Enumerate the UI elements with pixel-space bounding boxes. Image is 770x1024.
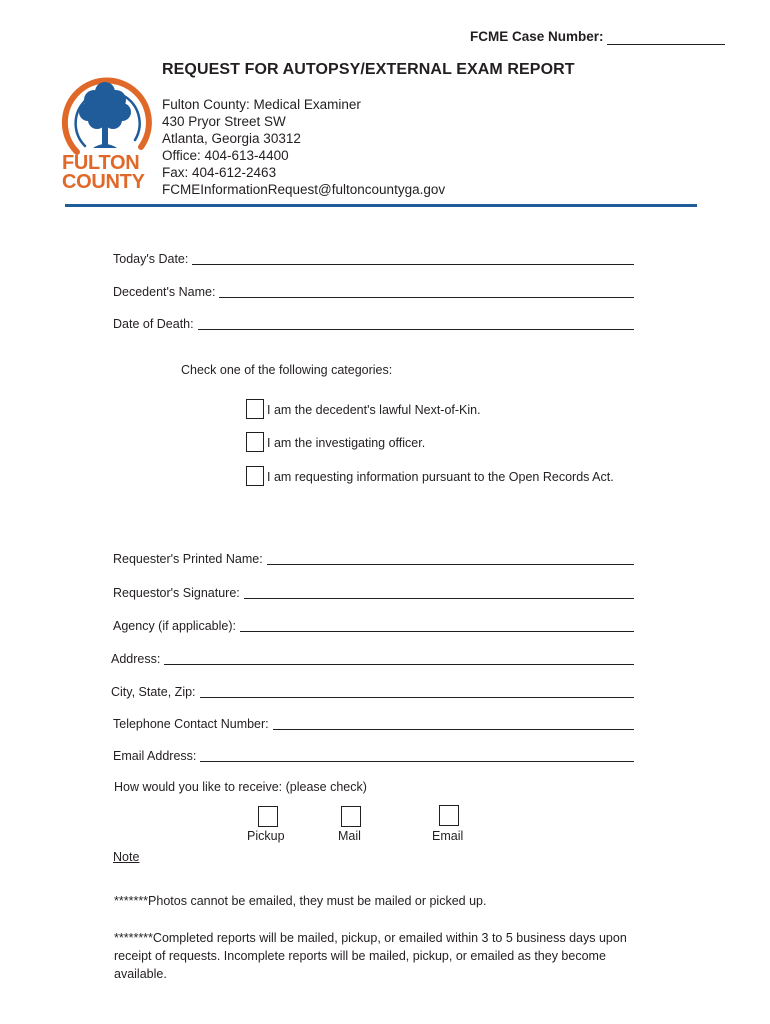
todays-date-field bbox=[113, 251, 634, 267]
signature-field bbox=[113, 585, 634, 601]
address-label: Address: bbox=[111, 652, 161, 666]
investigating-officer-label: I am the investigating officer. bbox=[267, 436, 426, 450]
logo-text-fulton: FULTON bbox=[62, 152, 140, 174]
date-of-death-label: Date of Death: bbox=[113, 317, 194, 331]
open-records-label: I am requesting information pursuant to the Open Records Act. bbox=[267, 470, 614, 484]
email-input[interactable] bbox=[200, 761, 634, 762]
agency-label: Agency (if applicable): bbox=[113, 619, 236, 633]
open-records-checkbox[interactable] bbox=[246, 466, 264, 486]
mail-checkbox[interactable] bbox=[341, 806, 361, 827]
note-heading: Note bbox=[113, 850, 140, 864]
date-of-death-field bbox=[113, 316, 634, 332]
city-state-zip-label: City, State, Zip: bbox=[111, 685, 196, 699]
date-of-death-input[interactable] bbox=[198, 329, 634, 330]
next-of-kin-label: I am the decedent's lawful Next-of-Kin. bbox=[267, 403, 481, 417]
todays-date-label: Today's Date: bbox=[113, 252, 189, 266]
phone-field bbox=[113, 716, 634, 732]
city-address: Atlanta, Georgia 30312 bbox=[162, 131, 301, 146]
decedent-name-input[interactable] bbox=[219, 297, 634, 298]
next-of-kin-checkbox[interactable] bbox=[246, 399, 264, 419]
header-divider bbox=[65, 204, 697, 207]
logo-text-county: COUNTY bbox=[62, 171, 145, 193]
office-phone: Office: 404-613-4400 bbox=[162, 148, 289, 163]
receive-prompt: How would you like to receive: (please check) bbox=[114, 780, 367, 794]
investigating-officer-checkbox[interactable] bbox=[246, 432, 264, 452]
street-address: 430 Pryor Street SW bbox=[162, 114, 286, 129]
todays-date-input[interactable] bbox=[192, 264, 634, 265]
email-field bbox=[113, 748, 634, 764]
fax-number: Fax: 404-612-2463 bbox=[162, 165, 277, 180]
requester-name-input[interactable] bbox=[267, 564, 634, 565]
city-state-zip-field bbox=[111, 684, 634, 700]
address-input[interactable] bbox=[164, 664, 634, 665]
pickup-checkbox[interactable] bbox=[258, 806, 278, 827]
phone-label: Telephone Contact Number: bbox=[113, 717, 269, 731]
decedent-name-label: Decedent's Name: bbox=[113, 285, 216, 299]
phone-input[interactable] bbox=[273, 729, 634, 730]
pickup-label: Pickup bbox=[247, 829, 285, 843]
email-option-label: Email bbox=[432, 829, 464, 843]
mail-label: Mail bbox=[338, 829, 361, 843]
agency-field bbox=[113, 618, 634, 634]
requester-name-label: Requester's Printed Name: bbox=[113, 552, 263, 566]
signature-input[interactable] bbox=[244, 598, 634, 599]
case-number-field[interactable] bbox=[607, 44, 725, 45]
category-prompt: Check one of the following categories: bbox=[181, 363, 393, 377]
form-title: REQUEST FOR AUTOPSY/EXTERNAL EXAM REPORT bbox=[162, 61, 575, 78]
email-checkbox[interactable] bbox=[439, 805, 459, 826]
case-number-label: FCME Case Number: bbox=[470, 29, 604, 44]
decedent-name-field bbox=[113, 284, 634, 300]
address-field bbox=[111, 651, 634, 667]
signature-label: Requestor's Signature: bbox=[113, 586, 240, 600]
contact-email: FCMEInformationRequest@fultoncountyga.gov bbox=[162, 182, 446, 197]
office-name: Fulton County: Medical Examiner bbox=[162, 97, 361, 112]
email-label: Email Address: bbox=[113, 749, 197, 763]
completed-reports-note: ********Completed reports will be mailed, pickup, or emailed within 3 to 5 business days upon receipt of requests. Incomplete reports will be mailed, pickup, or emailed as they become available. bbox=[114, 931, 627, 981]
agency-input[interactable] bbox=[240, 631, 634, 632]
photos-note: *******Photos cannot be emailed, they must be mailed or picked up. bbox=[114, 894, 487, 908]
city-state-zip-input[interactable] bbox=[200, 697, 634, 698]
requester-name-field bbox=[113, 551, 634, 567]
